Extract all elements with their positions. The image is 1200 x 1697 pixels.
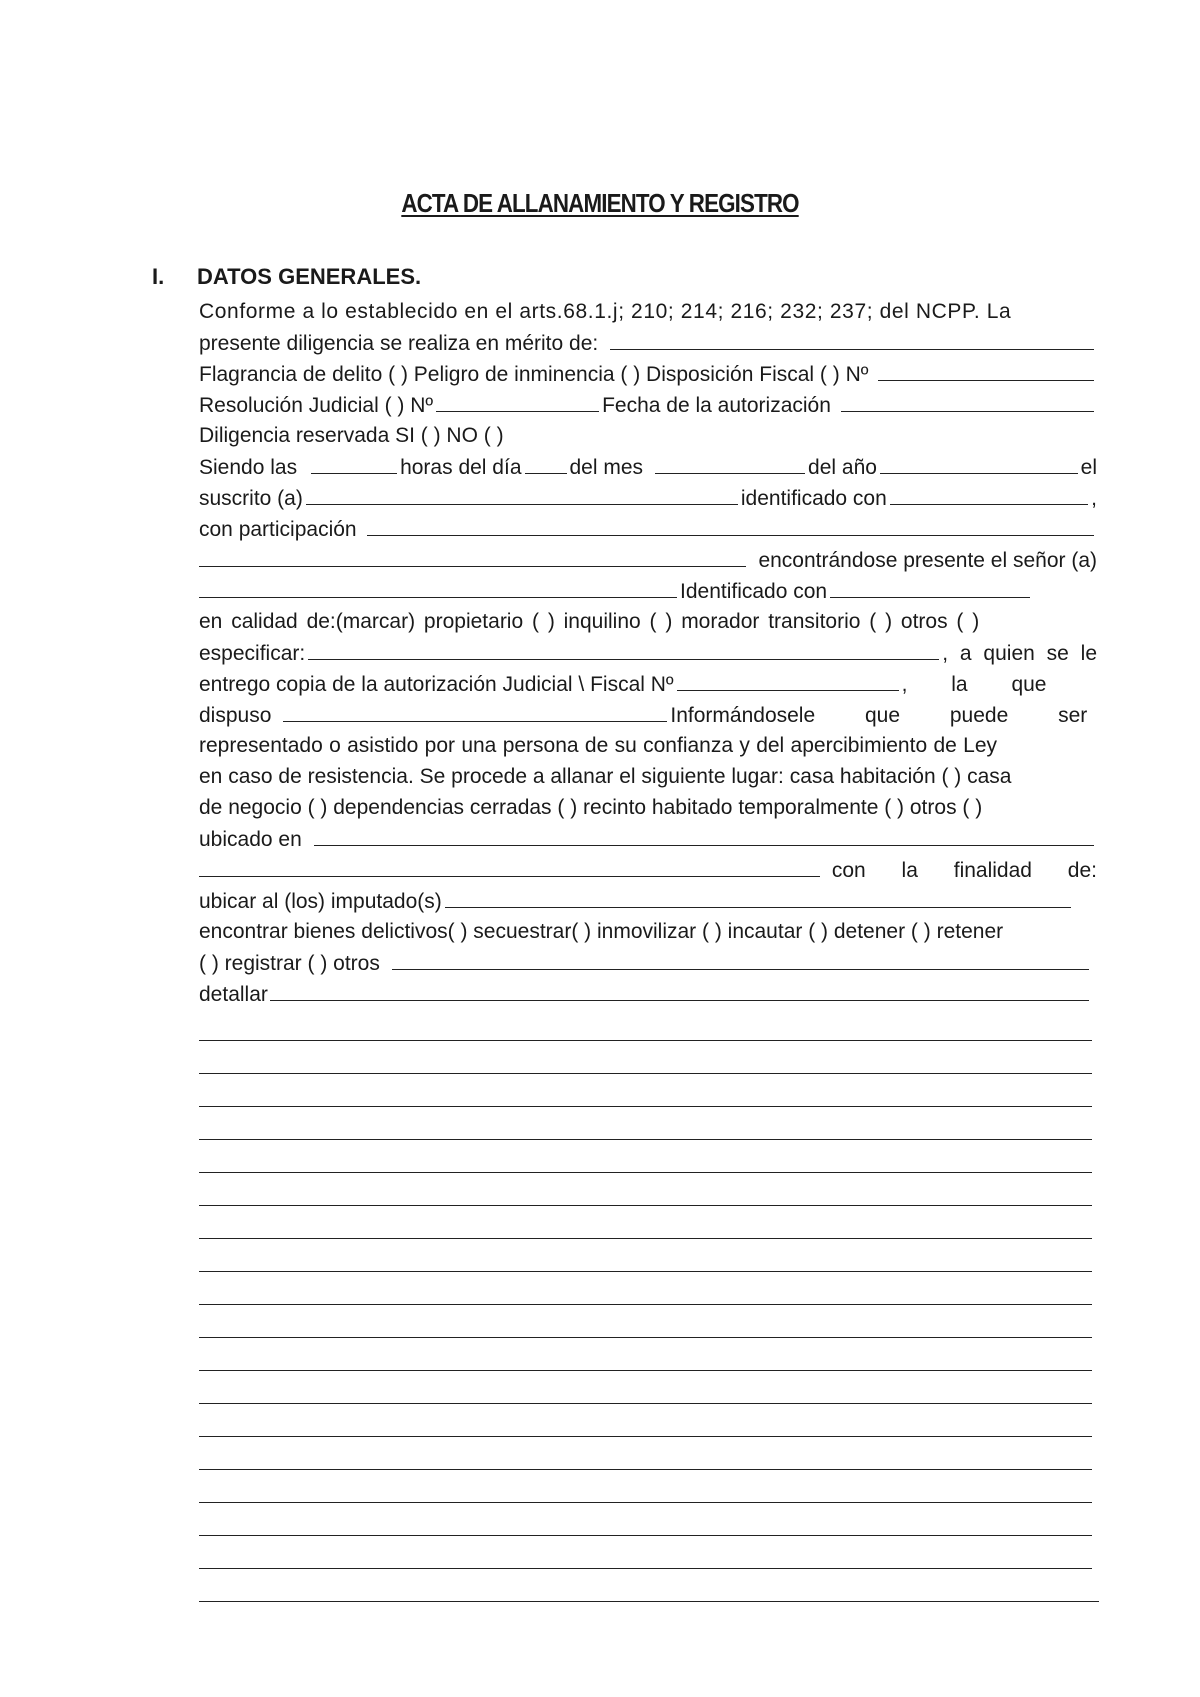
text-auth-date: Fecha de la autorización	[602, 394, 831, 417]
form-line	[199, 482, 1097, 513]
text-reserved: Diligencia reservada SI ( ) NO ( )	[199, 424, 504, 447]
form-line	[199, 978, 1097, 1009]
present-person-id-field[interactable]	[830, 575, 1030, 598]
detail-line[interactable]	[199, 1239, 1092, 1272]
detail-line[interactable]	[199, 1074, 1092, 1107]
text-participation: con participación	[199, 518, 357, 541]
form-line	[199, 389, 1097, 420]
text-merit: presente diligencia se realiza en mérito de:	[199, 332, 599, 355]
form-line	[199, 792, 1097, 823]
detail-line[interactable]	[199, 1173, 1092, 1206]
accused-field[interactable]	[445, 885, 1071, 908]
text-which: , la que	[901, 673, 1047, 696]
text-present-id-label: Identificado con	[680, 580, 828, 603]
section-heading	[152, 264, 421, 290]
form-body	[199, 296, 1097, 1009]
present-person-field[interactable]	[199, 575, 677, 598]
text-el: el	[1080, 456, 1097, 479]
text-locate-accused: ubicar al (los) imputado(s)	[199, 890, 442, 913]
text-day-label: horas del día	[400, 456, 522, 479]
detail-line[interactable]	[199, 1404, 1092, 1437]
signer-field[interactable]	[306, 482, 738, 505]
form-line	[199, 637, 1097, 668]
form-line	[199, 947, 1097, 978]
day-field[interactable]	[525, 451, 567, 474]
detail-line[interactable]	[199, 1272, 1092, 1305]
merit-field[interactable]	[610, 327, 1094, 350]
detail-line[interactable]	[199, 1503, 1092, 1536]
fiscal-number-field[interactable]	[878, 358, 1094, 381]
text-detail: detallar	[199, 983, 268, 1006]
text-signer-label: suscrito (a)	[199, 487, 303, 510]
form-line	[199, 668, 1097, 699]
text-specify: especificar:	[199, 642, 306, 665]
detail-line[interactable]	[199, 1338, 1092, 1371]
text-identified-label: identificado con	[740, 487, 887, 510]
text-ordered: dispuso	[199, 704, 272, 727]
authorization-number-field[interactable]	[677, 668, 899, 691]
text-hours-label: Siendo las	[199, 456, 298, 479]
text-copy-delivered: entrego copia de la autorización Judicial \ Fiscal Nº	[199, 673, 674, 696]
participation-field-cont[interactable]	[199, 544, 746, 567]
text-month-label: del mes	[569, 456, 644, 479]
detail-line[interactable]	[199, 1041, 1092, 1074]
text-to-whom: , a quien se le	[942, 642, 1097, 665]
detail-lines	[199, 1008, 1092, 1602]
section-title: DATOS GENERALES.	[197, 264, 422, 289]
detail-line[interactable]	[199, 1470, 1092, 1503]
detail-line[interactable]	[199, 1437, 1092, 1470]
section-number: I.	[152, 264, 165, 289]
form-line	[199, 358, 1097, 389]
form-line	[199, 761, 1097, 792]
form-line	[199, 916, 1097, 947]
text-resistance: en caso de resistencia. Se procede a allanar el siguiente lugar: casa habitación ( ) casa	[199, 765, 1012, 788]
form-line	[199, 885, 1097, 916]
form-line	[199, 606, 1097, 637]
text-purpose: con la finalidad de:	[831, 859, 1097, 882]
form-line	[199, 420, 1097, 451]
signer-id-field[interactable]	[890, 482, 1088, 505]
form-line	[199, 296, 1097, 327]
resolution-number-field[interactable]	[436, 389, 599, 412]
auth-date-field[interactable]	[841, 389, 1094, 412]
month-field[interactable]	[655, 451, 805, 474]
location-field[interactable]	[314, 823, 1094, 846]
form-line	[199, 513, 1097, 544]
text-informed: Informándosele que puede ser	[670, 704, 1088, 727]
hours-field[interactable]	[311, 451, 397, 474]
form-line	[199, 327, 1097, 358]
form-line	[199, 699, 1097, 730]
text-business: de negocio ( ) dependencias cerradas ( ) recinto habitado temporalmente ( ) otros ( )	[199, 796, 983, 819]
form-line	[199, 823, 1097, 854]
text-represented: representado o asistido por una persona de su confianza y del apercibimiento de Ley	[199, 734, 998, 757]
detail-line[interactable]	[199, 1008, 1092, 1041]
detail-line[interactable]	[199, 1305, 1092, 1338]
form-line	[199, 730, 1097, 761]
text-register-others: ( ) registrar ( ) otros	[199, 952, 380, 975]
detail-line[interactable]	[199, 1371, 1092, 1404]
text-capacity: en calidad de:(marcar) propietario ( ) inquilino ( ) morador transitorio ( ) otros ( )	[199, 610, 980, 633]
text-legal-basis: Conforme a lo establecido en el arts.68.1.j; 210; 214; 216; 232; 237; del NCPP. La	[199, 300, 1012, 323]
others-field[interactable]	[392, 947, 1089, 970]
detail-line[interactable]	[199, 1107, 1092, 1140]
specify-field[interactable]	[308, 637, 939, 660]
text-grounds: Flagrancia de delito ( ) Peligro de inminencia ( ) Disposición Fiscal ( ) Nº	[199, 363, 869, 386]
text-actions: encontrar bienes delictivos( ) secuestrar( ) inmovilizar ( ) incautar ( ) detener ( ) retener	[199, 920, 1004, 943]
document-title: ACTA DE ALLANAMIENTO Y REGISTRO	[401, 188, 799, 218]
text-resolution: Resolución Judicial ( ) Nº	[199, 394, 434, 417]
participation-field[interactable]	[367, 513, 1094, 536]
form-line	[199, 854, 1097, 885]
detail-line[interactable]	[199, 1536, 1092, 1569]
year-field[interactable]	[880, 451, 1078, 474]
text-present-person: encontrándose presente el señor (a)	[758, 549, 1097, 572]
detail-field[interactable]	[270, 978, 1089, 1001]
form-line	[199, 451, 1097, 482]
location-field-cont[interactable]	[199, 854, 820, 877]
detail-line[interactable]	[199, 1569, 1099, 1602]
detail-line[interactable]	[199, 1140, 1092, 1173]
ordered-by-field[interactable]	[283, 699, 667, 722]
text-year-label: del año	[808, 456, 877, 479]
detail-line[interactable]	[199, 1206, 1092, 1239]
text-comma: ,	[1091, 487, 1097, 510]
form-line	[199, 575, 1097, 606]
form-line	[199, 544, 1097, 575]
text-located: ubicado en	[199, 828, 302, 851]
